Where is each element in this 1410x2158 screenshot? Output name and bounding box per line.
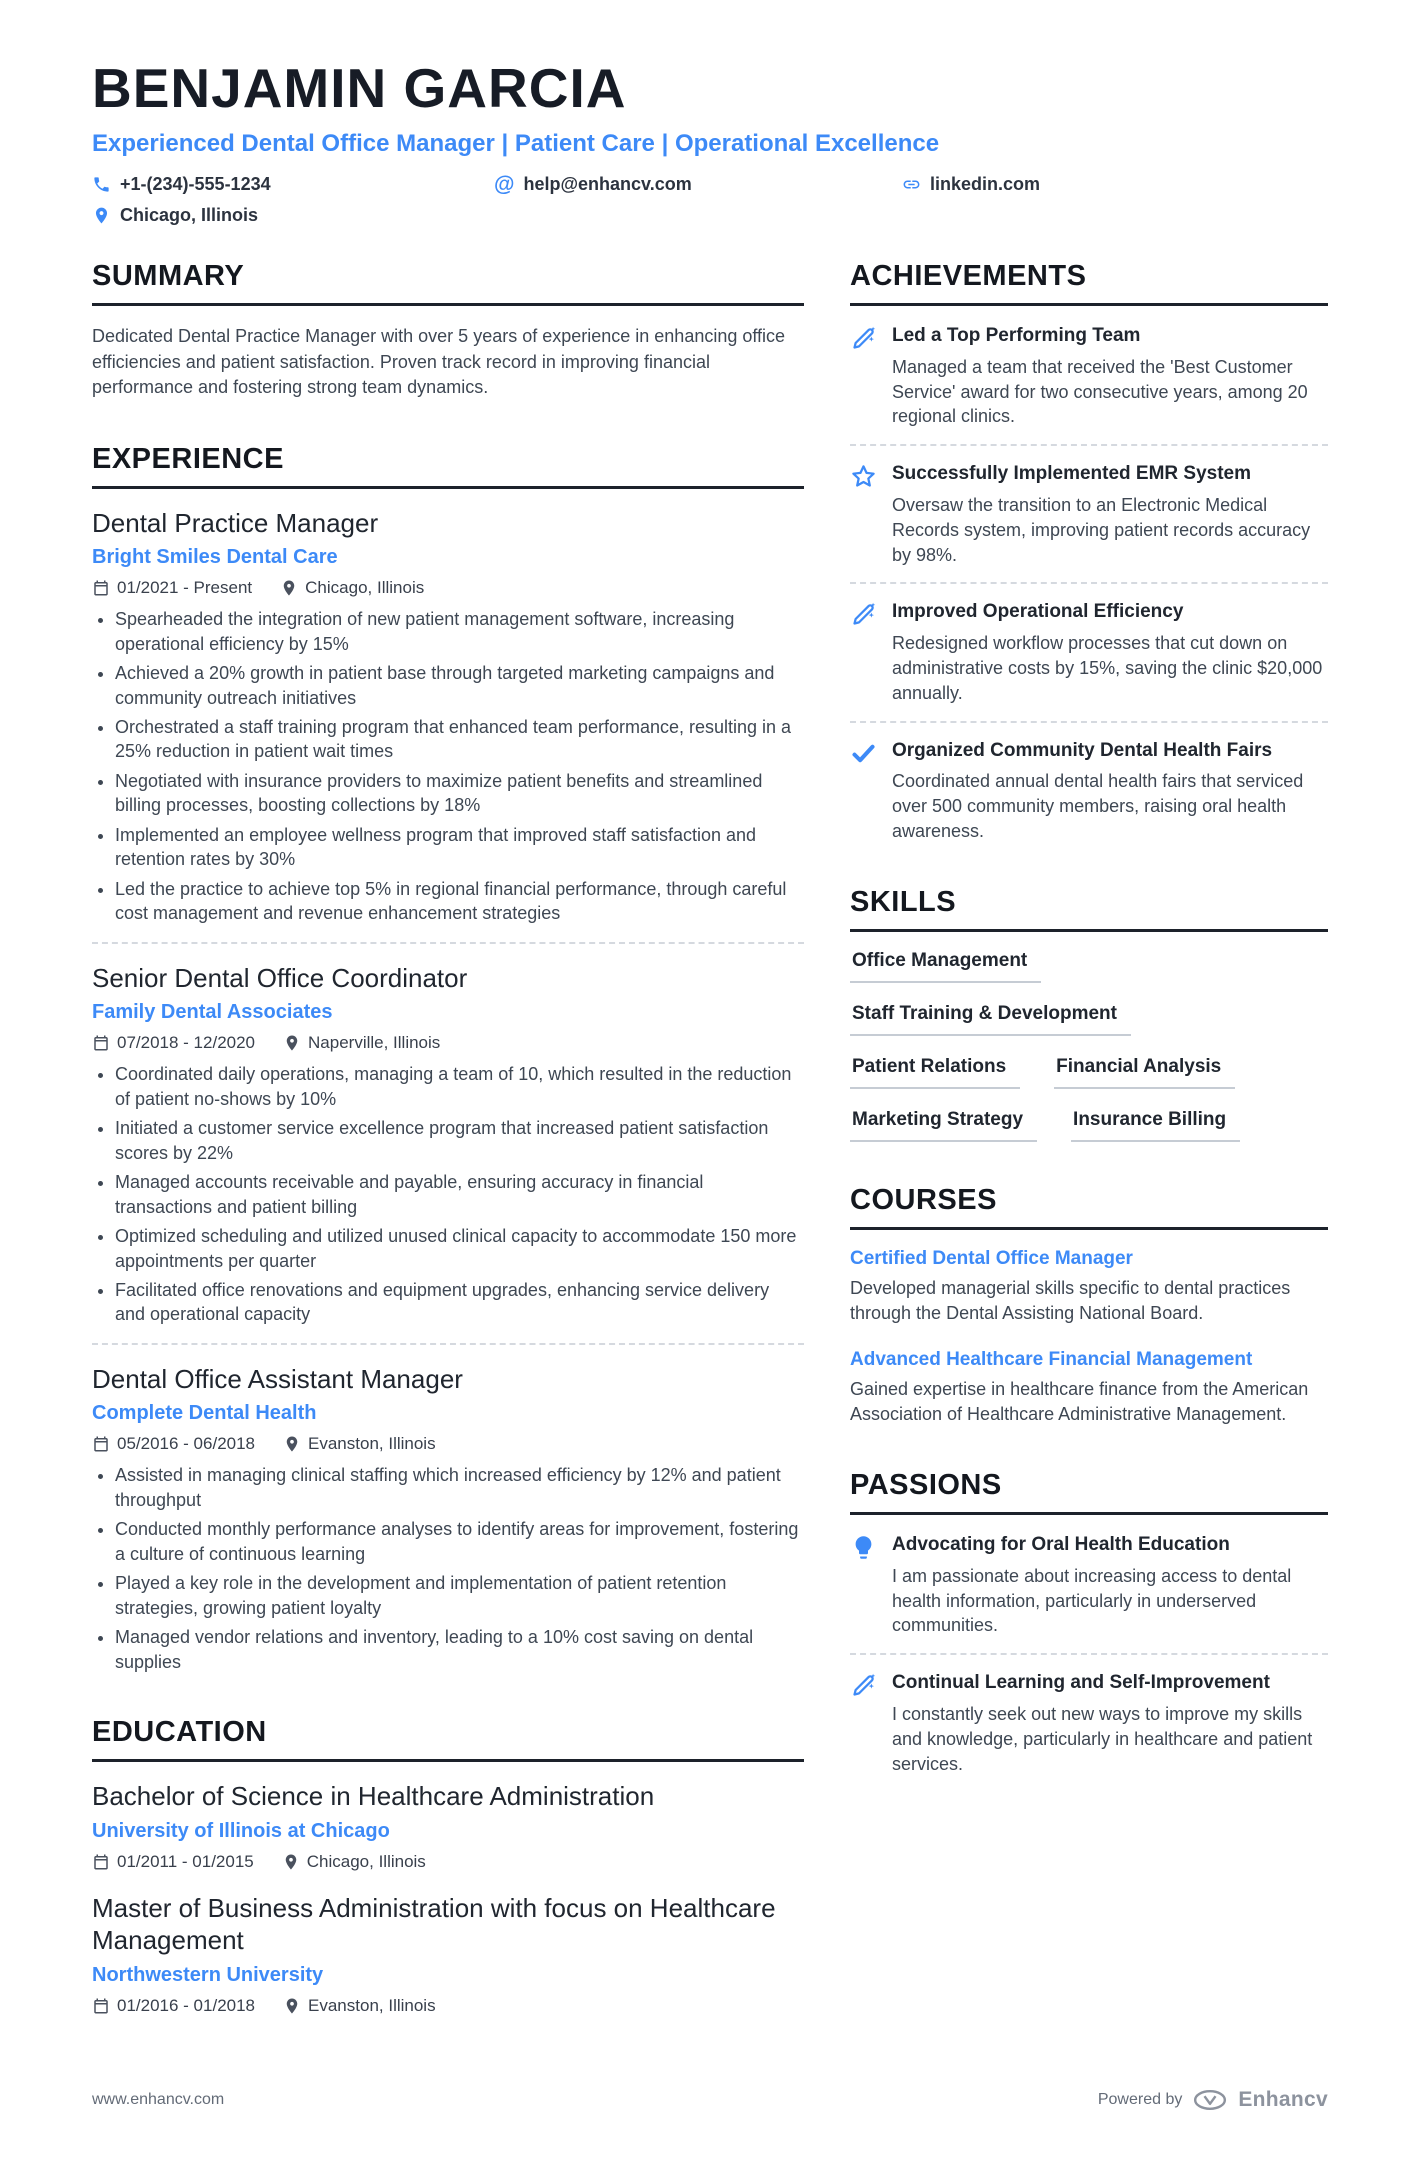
course-text: Gained expertise in healthcare finance from the American Association of Healthcare Administrative Management. xyxy=(850,1379,1309,1425)
experience-entry xyxy=(92,1363,804,1674)
passion-text: I am passionate about increasing access to dental health information, particularly in underserved communities. xyxy=(892,1565,1292,1636)
entry-divider xyxy=(850,582,1328,584)
bullet-item: • Spearheaded the integration of new patient management software, increasing operational efficiency by 15% xyxy=(115,607,804,656)
powered-by xyxy=(1098,2088,1328,2112)
page-footer xyxy=(92,2058,1328,2112)
dates-text: 01/2011 - 01/2015 xyxy=(117,1851,254,1871)
bullet-item: • Orchestrated a staff training program that enhanced team performance, resulting in a 25% reduction in patient wait times xyxy=(115,715,804,764)
wand-sparkle-icon xyxy=(850,1672,877,1699)
passion-item xyxy=(850,1533,1328,1638)
achievement-item xyxy=(850,462,1328,567)
skills-section xyxy=(850,886,1328,1142)
experience-entry xyxy=(92,507,804,926)
left-column xyxy=(92,260,804,2058)
course-item xyxy=(850,1349,1328,1427)
courses-section xyxy=(850,1184,1328,1427)
calendar-icon xyxy=(92,1997,110,2015)
job-meta xyxy=(92,1033,804,1053)
bullet-item: • Initiated a customer service excellence program that increased patient satisfaction scores by 22% xyxy=(115,1116,804,1165)
skill-item: Insurance Billing xyxy=(1071,1109,1240,1142)
location-text: Evanston, Illinois xyxy=(308,1995,436,2015)
entry-divider xyxy=(850,444,1328,446)
skill-item: Staff Training & Development xyxy=(850,1003,1131,1036)
contact-row xyxy=(92,174,1328,226)
bullet-item: • Achieved a 20% growth in patient base through targeted marketing campaigns and community outreach initiatives xyxy=(115,661,804,710)
job-location xyxy=(283,1033,440,1053)
bullet-item: • Assisted in managing clinical staffing which increased efficiency by 12% and patient throughput xyxy=(115,1463,804,1512)
entry-divider xyxy=(92,942,804,944)
phone-number: +1-(234)-555-1234 xyxy=(120,174,271,194)
achievement-text: Managed a team that received the 'Best Customer Service' award for two consecutive years, among 20 regional clinics. xyxy=(892,356,1308,427)
email-address[interactable]: help@enhancv.com xyxy=(523,174,692,194)
link-icon xyxy=(902,175,921,194)
dates-text: 01/2021 - Present xyxy=(117,578,253,598)
achievement-text: Oversaw the transition to an Electronic Medical Records system, improving patient records accuracy by 98%. xyxy=(892,494,1311,565)
achievement-title: Successfully Implemented EMR System xyxy=(892,463,1252,485)
achievements-section xyxy=(850,260,1328,844)
bullet-item: • Facilitated office renovations and equipment upgrades, enhancing service delivery and operational capacity xyxy=(115,1278,804,1327)
summary-text: Dedicated Dental Practice Manager with over 5 years of experience in enhancing office efficiencies and patient satisfaction. Proven track record in improving financial performance and fostering strong team dynamics. xyxy=(92,326,786,398)
education-section xyxy=(92,1716,804,2016)
courses-heading: COURSES xyxy=(850,1184,1328,1230)
entry-divider xyxy=(850,721,1328,723)
course-title: Advanced Healthcare Financial Management xyxy=(850,1349,1253,1371)
experience-entry xyxy=(92,962,804,1327)
job-title: Dental Office Assistant Manager xyxy=(92,1363,463,1394)
bullet-item: • Negotiated with insurance providers to maximize patient benefits and streamlined billing processes, boosting collections by 18% xyxy=(115,769,804,818)
location-icon xyxy=(283,1997,301,2015)
skill-item: Marketing Strategy xyxy=(850,1109,1037,1142)
bullet-item: • Optimized scheduling and utilized unused clinical capacity to accommodate 150 more appointments per quarter xyxy=(115,1224,804,1273)
location-icon xyxy=(283,1034,301,1052)
education-entry xyxy=(92,1780,804,1872)
location-contact xyxy=(92,205,494,226)
job-location xyxy=(280,578,424,598)
footer-url[interactable]: www.enhancv.com xyxy=(92,2090,225,2108)
degree-meta xyxy=(92,1996,804,2016)
degree-title: Master of Business Administration with focus on Healthcare Management xyxy=(92,1892,776,1956)
location-icon xyxy=(280,579,298,597)
wand-sparkle-icon xyxy=(850,325,877,352)
job-dates xyxy=(92,1434,255,1454)
job-meta xyxy=(92,1434,804,1454)
skill-item: Financial Analysis xyxy=(1054,1056,1235,1089)
bullet-item: • Conducted monthly performance analyses to identify areas for improvement, fostering a culture of continuous learning xyxy=(115,1517,804,1566)
achievement-item xyxy=(850,739,1328,844)
lightbulb-icon xyxy=(850,1534,877,1561)
powered-by-label: Powered by xyxy=(1097,2090,1183,2108)
summary-heading: SUMMARY xyxy=(92,260,804,306)
achievement-item xyxy=(850,600,1328,705)
bullet-item: • Managed vendor relations and inventory, leading to a 10% cost saving on dental supplies xyxy=(115,1625,804,1674)
passion-item xyxy=(850,1671,1328,1776)
degree-location xyxy=(282,1852,426,1872)
job-location xyxy=(283,1434,436,1454)
course-text: Developed managerial skills specific to dental practices through the Dental Assisting National Board. xyxy=(850,1277,1291,1323)
entry-divider xyxy=(850,1653,1328,1655)
course-title: Certified Dental Office Manager xyxy=(850,1247,1133,1269)
dates-text: 01/2016 - 01/2018 xyxy=(117,1995,256,2015)
location-text: Evanston, Illinois xyxy=(308,1434,436,1454)
degree-location xyxy=(283,1996,436,2016)
degree-dates xyxy=(92,1852,254,1872)
education-heading: EDUCATION xyxy=(92,1716,804,1762)
right-column xyxy=(850,260,1328,2058)
linkedin-contact[interactable] xyxy=(902,174,1328,195)
calendar-icon xyxy=(92,1034,110,1052)
candidate-name: BENJAMIN GARCIA xyxy=(92,57,627,119)
enhancv-logo-icon xyxy=(1192,2089,1228,2111)
school-name: University of Illinois at Chicago xyxy=(92,1819,390,1842)
calendar-icon xyxy=(92,1853,110,1871)
entry-divider xyxy=(92,1343,804,1345)
dates-text: 05/2016 - 06/2018 xyxy=(117,1434,256,1454)
location-icon xyxy=(283,1435,301,1453)
skill-item: Office Management xyxy=(850,950,1041,983)
job-title: Senior Dental Office Coordinator xyxy=(92,962,468,993)
degree-dates xyxy=(92,1996,255,2016)
location-text: Chicago, Illinois xyxy=(120,205,259,225)
skills-row xyxy=(850,1056,1328,1089)
phone-contact xyxy=(92,174,494,195)
dates-text: 07/2018 - 12/2020 xyxy=(117,1033,256,1053)
two-column-body xyxy=(92,260,1328,2058)
passions-heading: PASSIONS xyxy=(850,1469,1328,1515)
bullet-item: • Implemented an employee wellness program that improved staff satisfaction and retention rates by 30% xyxy=(115,823,804,872)
passion-title: Continual Learning and Self-Improvement xyxy=(892,1672,1270,1694)
location-icon xyxy=(92,206,111,225)
achievement-title: Improved Operational Efficiency xyxy=(892,601,1184,623)
experience-section xyxy=(92,443,804,1675)
bullet-item: • Led the practice to achieve top 5% in regional financial performance, through careful cost management and revenue enhancement strategies xyxy=(115,877,804,926)
email-contact[interactable] xyxy=(494,174,902,195)
skills-row xyxy=(850,1003,1328,1036)
star-icon xyxy=(850,463,877,490)
job-bullets xyxy=(92,1463,804,1674)
achievement-title: Led a Top Performing Team xyxy=(892,325,1141,346)
degree-title: Bachelor of Science in Healthcare Administration xyxy=(92,1781,655,1812)
job-dates xyxy=(92,578,252,598)
bullet-item: • Managed accounts receivable and payable, ensuring accuracy in financial transactions and patient billing xyxy=(115,1170,804,1219)
passion-title: Advocating for Oral Health Education xyxy=(892,1534,1230,1555)
wand-sparkle-icon xyxy=(850,601,877,628)
job-meta xyxy=(92,578,804,598)
skills-heading: SKILLS xyxy=(850,886,1328,932)
company-name: Bright Smiles Dental Care xyxy=(92,546,338,569)
achievement-text: Redesigned workflow processes that cut down on administrative costs by 15%, saving the clinic $20,000 annually. xyxy=(892,633,1323,703)
degree-meta xyxy=(92,1852,804,1872)
education-entry xyxy=(92,1892,804,2016)
bullet-item: • Played a key role in the development and implementation of patient retention strategies, growing patient loyalty xyxy=(115,1571,804,1620)
achievement-item xyxy=(850,324,1328,429)
brand-name: Enhancv xyxy=(1238,2087,1328,2111)
experience-heading: EXPERIENCE xyxy=(92,443,804,489)
passion-text: I constantly seek out new ways to improve my skills and knowledge, particularly in healthcare and patient services. xyxy=(892,1703,1313,1774)
achievement-text: Coordinated annual dental health fairs that serviced over 500 community members, raising oral health awareness. xyxy=(892,771,1304,841)
linkedin-link[interactable]: linkedin.com xyxy=(930,174,1041,194)
job-dates xyxy=(92,1033,255,1053)
job-bullets xyxy=(92,1062,804,1327)
location-icon xyxy=(282,1853,300,1871)
at-icon: @ xyxy=(494,173,515,196)
skills-row xyxy=(850,950,1328,983)
calendar-icon xyxy=(92,1435,110,1453)
school-name: Northwestern University xyxy=(92,1963,324,1986)
check-icon xyxy=(850,740,877,767)
headline: Experienced Dental Office Manager | Patient Care | Operational Excellence xyxy=(92,130,940,157)
job-bullets xyxy=(92,607,804,926)
company-name: Family Dental Associates xyxy=(92,1001,333,1024)
passions-section xyxy=(850,1469,1328,1776)
achievement-title: Organized Community Dental Health Fairs xyxy=(892,739,1273,761)
location-text: Naperville, Illinois xyxy=(308,1033,441,1053)
skills-row xyxy=(850,1109,1328,1142)
achievements-heading: ACHIEVEMENTS xyxy=(850,260,1328,306)
summary-section xyxy=(92,260,804,401)
location-text: Chicago, Illinois xyxy=(306,1851,426,1871)
resume-header xyxy=(92,56,1328,226)
course-item xyxy=(850,1248,1328,1326)
bullet-item: • Coordinated daily operations, managing a team of 10, which resulted in the reduction of patient no-shows by 10% xyxy=(115,1062,804,1111)
job-title: Dental Practice Manager xyxy=(92,507,379,538)
phone-icon xyxy=(92,175,111,194)
skill-item: Patient Relations xyxy=(850,1056,1020,1089)
company-name: Complete Dental Health xyxy=(92,1402,317,1425)
location-text: Chicago, Illinois xyxy=(305,578,425,598)
calendar-icon xyxy=(92,579,110,597)
